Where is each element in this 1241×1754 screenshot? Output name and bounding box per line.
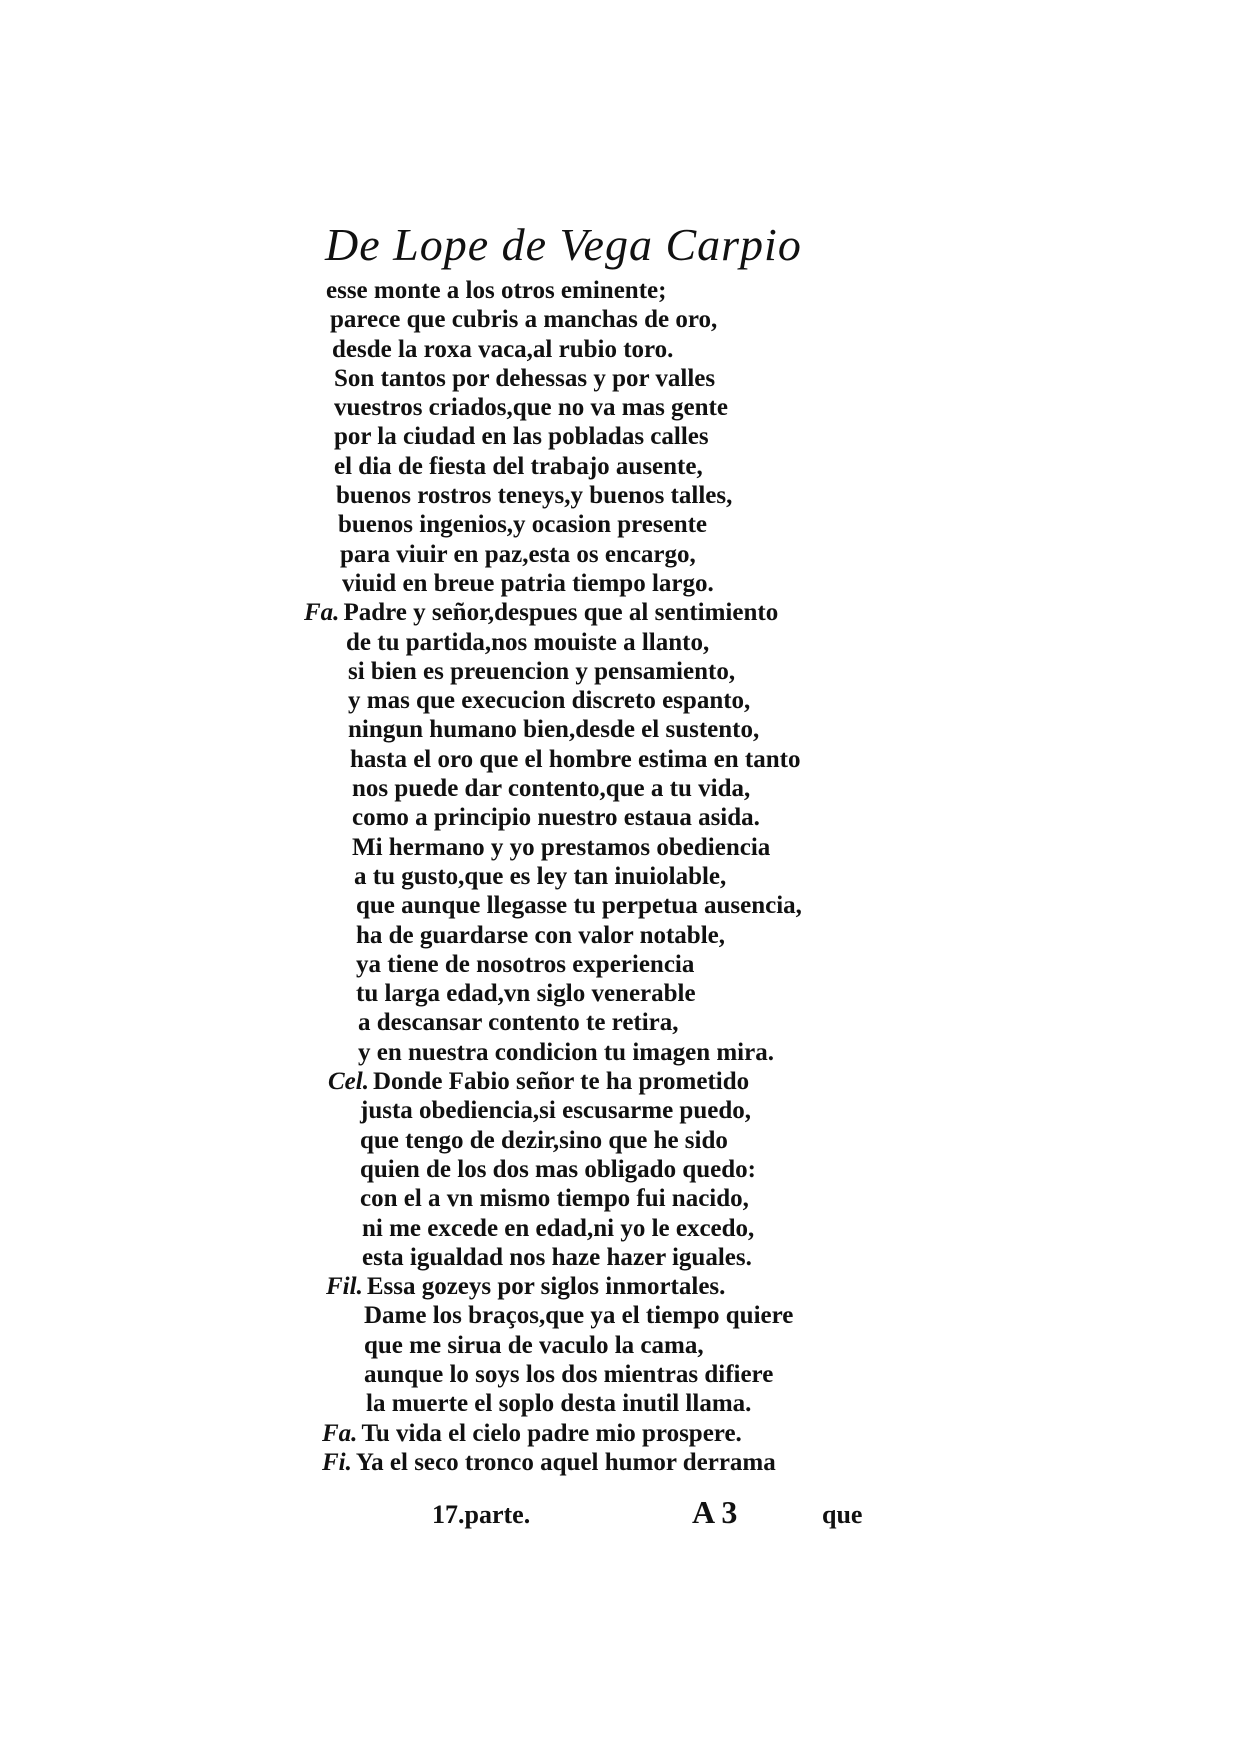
- verse-text: que aunque llegasse tu perpetua ausencia,: [356, 892, 802, 920]
- verse-text: esta igualdad nos haze hazer iguales.: [362, 1243, 752, 1271]
- verse-line: [0, 305, 1241, 334]
- verse-text: con el a vn mismo tiempo fui nacido,: [360, 1185, 749, 1213]
- verse-text: la muerte el soplo desta inutil llama.: [366, 1390, 752, 1418]
- verse-text: Mi hermano y yo prestamos obediencia: [352, 833, 771, 861]
- verse-line: [0, 1243, 1241, 1272]
- verse-text: a tu gusto,que es ley tan inuiolable,: [354, 862, 727, 890]
- verse-text: Donde Fabio señor te ha prometido: [372, 1068, 750, 1096]
- verse-text: Essa gozeys por siglos inmortales.: [366, 1273, 726, 1301]
- verse-line: [0, 1038, 1241, 1067]
- verse-text: ni me excede en edad,ni yo le excedo,: [362, 1214, 755, 1242]
- verse-line: [0, 540, 1241, 569]
- verse-line: [0, 276, 1241, 305]
- verse-text: de tu partida,nos mouiste a llanto,: [346, 628, 710, 656]
- verse-text: parece que cubris a manchas de oro,: [330, 306, 718, 334]
- verse-line: [0, 715, 1241, 744]
- verse-text: y mas que execucion discreto espanto,: [348, 687, 751, 715]
- verse-text: y en nuestra condicion tu imagen mira.: [358, 1038, 774, 1066]
- verse-line: [0, 335, 1241, 364]
- verse-line: [0, 1360, 1241, 1389]
- verse-line: [0, 1301, 1241, 1330]
- verse-text: que me sirua de vaculo la cama,: [364, 1331, 704, 1359]
- verse-text: buenos ingenios,y ocasion presente: [338, 511, 708, 539]
- verse-line: [0, 774, 1241, 803]
- verse-text: viuid en breue patria tiempo largo.: [342, 569, 714, 597]
- verse-text: ha de guardarse con valor notable,: [356, 921, 725, 949]
- verse-line: [0, 1389, 1241, 1418]
- speaker-label: Cel.: [328, 1068, 369, 1096]
- verse-line: [0, 510, 1241, 539]
- verse-line: [0, 745, 1241, 774]
- verse-line: [0, 393, 1241, 422]
- signature-mark: A 3: [692, 1494, 738, 1530]
- verse-text: nos puede dar contento,que a tu vida,: [352, 775, 751, 803]
- verse-text: ningun humano bien,desde el sustento,: [348, 716, 760, 744]
- verse-line: [0, 1214, 1241, 1243]
- speaker-label: Fa.: [322, 1419, 358, 1447]
- verse-line: [0, 569, 1241, 598]
- verse-text: para viuir en paz,esta os encargo,: [340, 540, 696, 568]
- verse-line: [0, 364, 1241, 393]
- verse-line: [0, 950, 1241, 979]
- verse-text: quien de los dos mas obligado quedo:: [360, 1155, 756, 1183]
- speaker-label: Fi.: [322, 1448, 352, 1476]
- verse-line: [0, 1126, 1241, 1155]
- verse-line: [0, 1419, 1241, 1448]
- verse-line: [0, 979, 1241, 1008]
- verse-text: vuestros criados,que no va mas gente: [334, 394, 728, 422]
- verse-text: Ya el seco tronco aquel humor derrama: [355, 1448, 776, 1476]
- verse-line: [0, 481, 1241, 510]
- verse-line: [0, 1155, 1241, 1184]
- running-title: De Lope de Vega Carpio: [325, 219, 802, 270]
- signature-note: 17.parte.: [432, 1500, 531, 1529]
- verse-text: buenos rostros teneys,y buenos talles,: [336, 482, 733, 510]
- verse-text: Dame los braços,que ya el tiempo quiere: [364, 1302, 794, 1330]
- verse-text: Tu vida el cielo padre mio prospere.: [361, 1419, 742, 1447]
- verse-text: justa obediencia,si escusarme puedo,: [360, 1097, 751, 1125]
- verse-text: a descansar contento te retira,: [358, 1009, 679, 1037]
- verse-text: desde la roxa vaca,al rubio toro.: [332, 335, 674, 363]
- speaker-label: Fa.: [304, 599, 340, 627]
- verse-text: que tengo de dezir,sino que he sido: [360, 1126, 728, 1154]
- verse-text: hasta el oro que el hombre estima en tanto: [350, 745, 801, 773]
- verse-line: [0, 1008, 1241, 1037]
- verse-line: [0, 1331, 1241, 1360]
- verse-text: el dia de fiesta del trabajo ausente,: [334, 452, 703, 480]
- verse-text: si bien es preuencion y pensamiento,: [348, 657, 736, 685]
- verse-line: [0, 1184, 1241, 1213]
- verse-line: [0, 921, 1241, 950]
- verse-line: [0, 1096, 1241, 1125]
- verse-line: [0, 891, 1241, 920]
- verse-text: tu larga edad,vn siglo venerable: [356, 980, 696, 1008]
- page-footer: [0, 1494, 1241, 1540]
- verse-block: [0, 276, 1241, 1477]
- verse-line: [0, 803, 1241, 832]
- catchword: que: [822, 1500, 863, 1529]
- verse-line: [0, 862, 1241, 891]
- verse-text: como a principio nuestro estaua asida.: [352, 804, 760, 832]
- verse-text: Padre y señor,despues que al sentimiento: [343, 599, 779, 627]
- verse-line: [0, 628, 1241, 657]
- verse-line: [0, 657, 1241, 686]
- verse-text: esse monte a los otros eminente;: [326, 277, 667, 304]
- verse-line: [0, 452, 1241, 481]
- verse-line: [0, 422, 1241, 451]
- verse-text: aunque lo soys los dos mientras difiere: [364, 1360, 774, 1388]
- verse-line: [0, 833, 1241, 862]
- speaker-label: Fil.: [326, 1273, 363, 1301]
- verse-line: [0, 1272, 1241, 1301]
- verse-text: por la ciudad en las pobladas calles: [334, 423, 709, 451]
- verse-line: [0, 686, 1241, 715]
- verse-text: Son tantos por dehessas y por valles: [334, 364, 716, 392]
- verse-line: [0, 598, 1241, 627]
- verse-text: ya tiene de nosotros experiencia: [356, 950, 695, 978]
- verse-line: [0, 1448, 1241, 1477]
- verse-line: [0, 1067, 1241, 1096]
